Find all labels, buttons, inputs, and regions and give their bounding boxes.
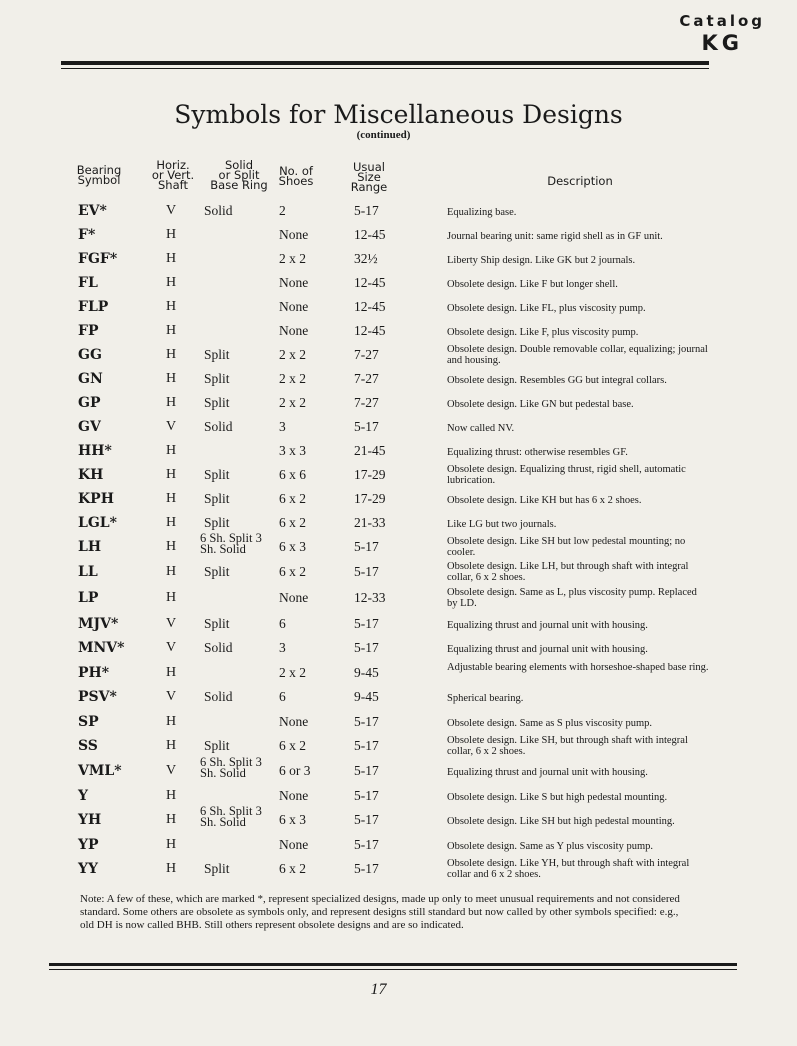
description: Obsolete design. Same as L, plus viscosity pump. Replaced by LD. xyxy=(447,587,697,609)
header-base-ring: Solid or Split Base Ring xyxy=(210,158,268,192)
description: Obsolete design. Same as Y plus viscosity pump. xyxy=(447,841,653,852)
bearing-symbol: FLP xyxy=(78,299,109,315)
bearing-symbol: GN xyxy=(78,371,103,387)
description: Obsolete design. Like SH, but through shaft with integral collar, 6 x 2 shoes. xyxy=(447,735,688,757)
shoe-count: 3 xyxy=(279,640,286,655)
size-range: 9-45 xyxy=(354,689,379,704)
description: Obsolete design. Same as S plus viscosity pump. xyxy=(447,718,653,729)
shoe-count: None xyxy=(279,714,309,729)
bearing-symbol: LH xyxy=(78,539,102,555)
bearing-symbol: FGF* xyxy=(78,251,118,267)
shoe-count: None xyxy=(279,788,309,803)
shoe-count: None xyxy=(279,837,309,852)
description: Equalizing thrust and journal unit with housing. xyxy=(447,644,648,655)
bearing-symbol: PH* xyxy=(78,665,110,681)
bearing-symbol: MJV* xyxy=(78,616,119,632)
size-range: 5-17 xyxy=(354,812,379,827)
bearing-symbol: VML* xyxy=(78,763,122,779)
size-range: 5-17 xyxy=(354,738,379,753)
shaft-orientation: V xyxy=(166,689,177,704)
page-number: 17 xyxy=(370,981,387,998)
description: Now called NV. xyxy=(447,423,515,434)
page-subtitle: (continued) xyxy=(356,129,411,141)
shoe-count: 6 xyxy=(279,689,286,704)
shoe-count: 2 xyxy=(279,203,286,218)
shaft-orientation: V xyxy=(166,203,177,218)
description: Obsolete design. Like KH but has 6 x 2 shoes. xyxy=(447,495,642,506)
size-range: 7-27 xyxy=(354,395,379,410)
shoe-count: None xyxy=(279,590,309,605)
bearing-symbol: F* xyxy=(78,227,96,243)
bottom-rule xyxy=(49,963,737,966)
size-range: 12-45 xyxy=(354,227,386,242)
base-ring: Split xyxy=(204,347,230,362)
shoe-count: 2 x 2 xyxy=(279,251,306,266)
bearing-symbol: Y xyxy=(78,788,88,804)
bearing-symbol: LP xyxy=(78,590,99,606)
shoe-count: 2 x 2 xyxy=(279,665,306,680)
description: Obsolete design. Double removable collar, equalizing; journal and housing. xyxy=(447,344,708,366)
shaft-orientation: V xyxy=(166,763,177,778)
shaft-orientation: V xyxy=(166,640,177,655)
description: Equalizing base. xyxy=(447,207,517,218)
shaft-orientation: H xyxy=(166,491,177,506)
base-ring: Solid xyxy=(204,640,233,655)
size-range: 5-17 xyxy=(354,763,379,778)
description: Obsolete design. Like SH but low pedestal mounting; no cooler. xyxy=(447,536,686,558)
shaft-orientation: H xyxy=(166,443,177,458)
bearing-symbol: HH* xyxy=(78,443,112,459)
size-range: 5-17 xyxy=(354,788,379,803)
header-symbol: Bearing Symbol xyxy=(76,163,122,187)
shaft-orientation: V xyxy=(166,419,177,434)
base-ring: Solid xyxy=(204,419,233,434)
description: Spherical bearing. xyxy=(447,693,524,704)
description: Obsolete design. Like LH, but through shaft with integral collar, 6 x 2 shoes. xyxy=(447,561,689,583)
size-range: 12-33 xyxy=(354,590,386,605)
shoe-count: 6 xyxy=(279,616,286,631)
size-range: 21-45 xyxy=(354,443,386,458)
description: Obsolete design. Like GN but pedestal base. xyxy=(447,399,634,410)
shoe-count: 6 x 2 xyxy=(279,738,306,753)
shoe-count: None xyxy=(279,275,309,290)
bearing-symbol: GG xyxy=(78,347,102,363)
size-range: 5-17 xyxy=(354,564,379,579)
shoe-count: None xyxy=(279,323,309,338)
description: Equalizing thrust: otherwise resembles GF. xyxy=(447,447,628,458)
size-range: 5-17 xyxy=(354,203,379,218)
base-ring: 6 Sh. Split 3 Sh. Solid xyxy=(200,531,262,556)
shaft-orientation: H xyxy=(166,539,177,554)
size-range: 12-45 xyxy=(354,275,386,290)
shoe-count: 6 x 2 xyxy=(279,491,306,506)
shaft-orientation: H xyxy=(166,227,177,242)
shaft-orientation: H xyxy=(166,347,177,362)
shoe-count: 6 x 2 xyxy=(279,515,306,530)
size-range: 5-17 xyxy=(354,616,379,631)
header-shoes: No. of Shoes xyxy=(278,164,314,188)
description: Obsolete design. Like F, plus viscosity pump. xyxy=(447,327,639,338)
shoe-count: 6 x 3 xyxy=(279,539,306,554)
description: Obsolete design. Resembles GG but integral collars. xyxy=(447,375,667,386)
bottom-rule-thin xyxy=(49,969,737,970)
base-ring: Solid xyxy=(204,689,233,704)
shaft-orientation: H xyxy=(166,299,177,314)
shaft-orientation: H xyxy=(166,812,177,827)
description: Equalizing thrust and journal unit with housing. xyxy=(447,767,648,778)
bearing-symbol: MNV* xyxy=(78,640,125,656)
bearing-symbol: GV xyxy=(78,419,101,435)
shaft-orientation: H xyxy=(166,467,177,482)
shoe-count: 6 x 6 xyxy=(279,467,306,482)
size-range: 5-17 xyxy=(354,837,379,852)
size-range: 12-45 xyxy=(354,299,386,314)
size-range: 17-29 xyxy=(354,491,386,506)
description: Obsolete design. Equalizing thrust, rigid shell, automatic lubrication. xyxy=(447,464,686,486)
size-range: 21-33 xyxy=(354,515,386,530)
shoe-count: None xyxy=(279,299,309,314)
base-ring: 6 Sh. Split 3 Sh. Solid xyxy=(200,755,262,780)
shoe-count: 6 or 3 xyxy=(279,763,311,778)
bearing-symbol: SP xyxy=(78,714,99,730)
description: Adjustable bearing elements with horseshoe-shaped base ring. xyxy=(447,662,709,673)
size-range: 32½ xyxy=(354,251,378,266)
size-range: 5-17 xyxy=(354,419,379,434)
bearing-symbol: FP xyxy=(78,323,99,339)
top-rule-thin xyxy=(61,68,709,69)
size-range: 7-27 xyxy=(354,371,379,386)
description: Obsolete design. Like SH but high pedestal mounting. xyxy=(447,816,675,827)
description: Like LG but two journals. xyxy=(447,519,557,530)
bearing-symbol: PSV* xyxy=(78,689,117,705)
shaft-orientation: H xyxy=(166,251,177,266)
base-ring: Split xyxy=(204,738,230,753)
description: Journal bearing unit: same rigid shell as in GF unit. xyxy=(447,231,663,242)
shoe-count: 6 x 3 xyxy=(279,812,306,827)
bearing-symbol: YP xyxy=(78,837,99,853)
shaft-orientation: H xyxy=(166,788,177,803)
shaft-orientation: V xyxy=(166,616,177,631)
shaft-orientation: H xyxy=(166,861,177,876)
shaft-orientation: H xyxy=(166,837,177,852)
description: Obsolete design. Like F but longer shell. xyxy=(447,279,618,290)
bearing-symbol: EV* xyxy=(78,203,107,219)
header-shaft: Horiz. or Vert. Shaft xyxy=(151,158,195,192)
shoe-count: 6 x 2 xyxy=(279,861,306,876)
catalog-code: KG xyxy=(701,31,743,55)
shoe-count: 2 x 2 xyxy=(279,371,306,386)
description: Obsolete design. Like YH, but through shaft with integral collar and 6 x 2 shoes. xyxy=(447,858,690,880)
shaft-orientation: H xyxy=(166,395,177,410)
base-ring: Split xyxy=(204,515,230,530)
shaft-orientation: H xyxy=(166,275,177,290)
header-description: Description xyxy=(547,174,613,188)
shoe-count: None xyxy=(279,227,309,242)
top-rule xyxy=(61,61,709,65)
base-ring: Split xyxy=(204,616,230,631)
description: Liberty Ship design. Like GK but 2 journals. xyxy=(447,255,636,266)
size-range: 17-29 xyxy=(354,467,386,482)
bearing-symbol: FL xyxy=(78,275,98,291)
header-size-range: Usual Size Range xyxy=(350,160,388,194)
base-ring: Split xyxy=(204,467,230,482)
description: Obsolete design. Like S but high pedestal mounting. xyxy=(447,792,668,803)
bearing-symbol: YY xyxy=(78,861,98,877)
shoe-count: 3 x 3 xyxy=(279,443,306,458)
shaft-orientation: H xyxy=(166,515,177,530)
shoe-count: 3 xyxy=(279,419,286,434)
bearing-symbol: LL xyxy=(78,564,98,580)
size-range: 5-17 xyxy=(354,539,379,554)
shoe-count: 6 x 2 xyxy=(279,564,306,579)
shoe-count: 2 x 2 xyxy=(279,395,306,410)
base-ring: Solid xyxy=(204,203,233,218)
base-ring: Split xyxy=(204,371,230,386)
size-range: 5-17 xyxy=(354,861,379,876)
base-ring: 6 Sh. Split 3 Sh. Solid xyxy=(200,804,262,829)
bearing-symbol: GP xyxy=(78,395,101,411)
shaft-orientation: H xyxy=(166,323,177,338)
bearing-symbol: SS xyxy=(78,738,98,754)
base-ring: Split xyxy=(204,861,230,876)
size-range: 7-27 xyxy=(354,347,379,362)
bearing-symbol: LGL* xyxy=(78,515,117,531)
size-range: 5-17 xyxy=(354,714,379,729)
shaft-orientation: H xyxy=(166,590,177,605)
description: Equalizing thrust and journal unit with housing. xyxy=(447,620,648,631)
bearing-symbol: YH xyxy=(78,812,102,828)
base-ring: Split xyxy=(204,395,230,410)
shaft-orientation: H xyxy=(166,564,177,579)
size-range: 9-45 xyxy=(354,665,379,680)
catalog-mark xyxy=(679,14,765,54)
footnote: Note: A few of these, which are marked *, represent specialized designs, made up only to meet unusual requirements and not considered standard. Some others are obsolete as symbols only, and represent designs still standard but now called by other symbols specified: e.g., old DH is now called BHB. Still others represent obsolete designs and are so indicated. xyxy=(80,893,680,931)
page-title: Symbols for Miscellaneous Designs xyxy=(174,100,623,129)
shoe-count: 2 x 2 xyxy=(279,347,306,362)
shaft-orientation: H xyxy=(166,665,177,680)
size-range: 12-45 xyxy=(354,323,386,338)
shaft-orientation: H xyxy=(166,738,177,753)
size-range: 5-17 xyxy=(354,640,379,655)
description: Obsolete design. Like FL, plus viscosity pump. xyxy=(447,303,646,314)
base-ring: Split xyxy=(204,564,230,579)
bearing-symbol: KH xyxy=(78,467,104,483)
bearing-symbol: KPH xyxy=(78,491,114,507)
shaft-orientation: H xyxy=(166,371,177,386)
catalog-label: Catalog xyxy=(679,12,765,30)
shaft-orientation: H xyxy=(166,714,177,729)
base-ring: Split xyxy=(204,491,230,506)
